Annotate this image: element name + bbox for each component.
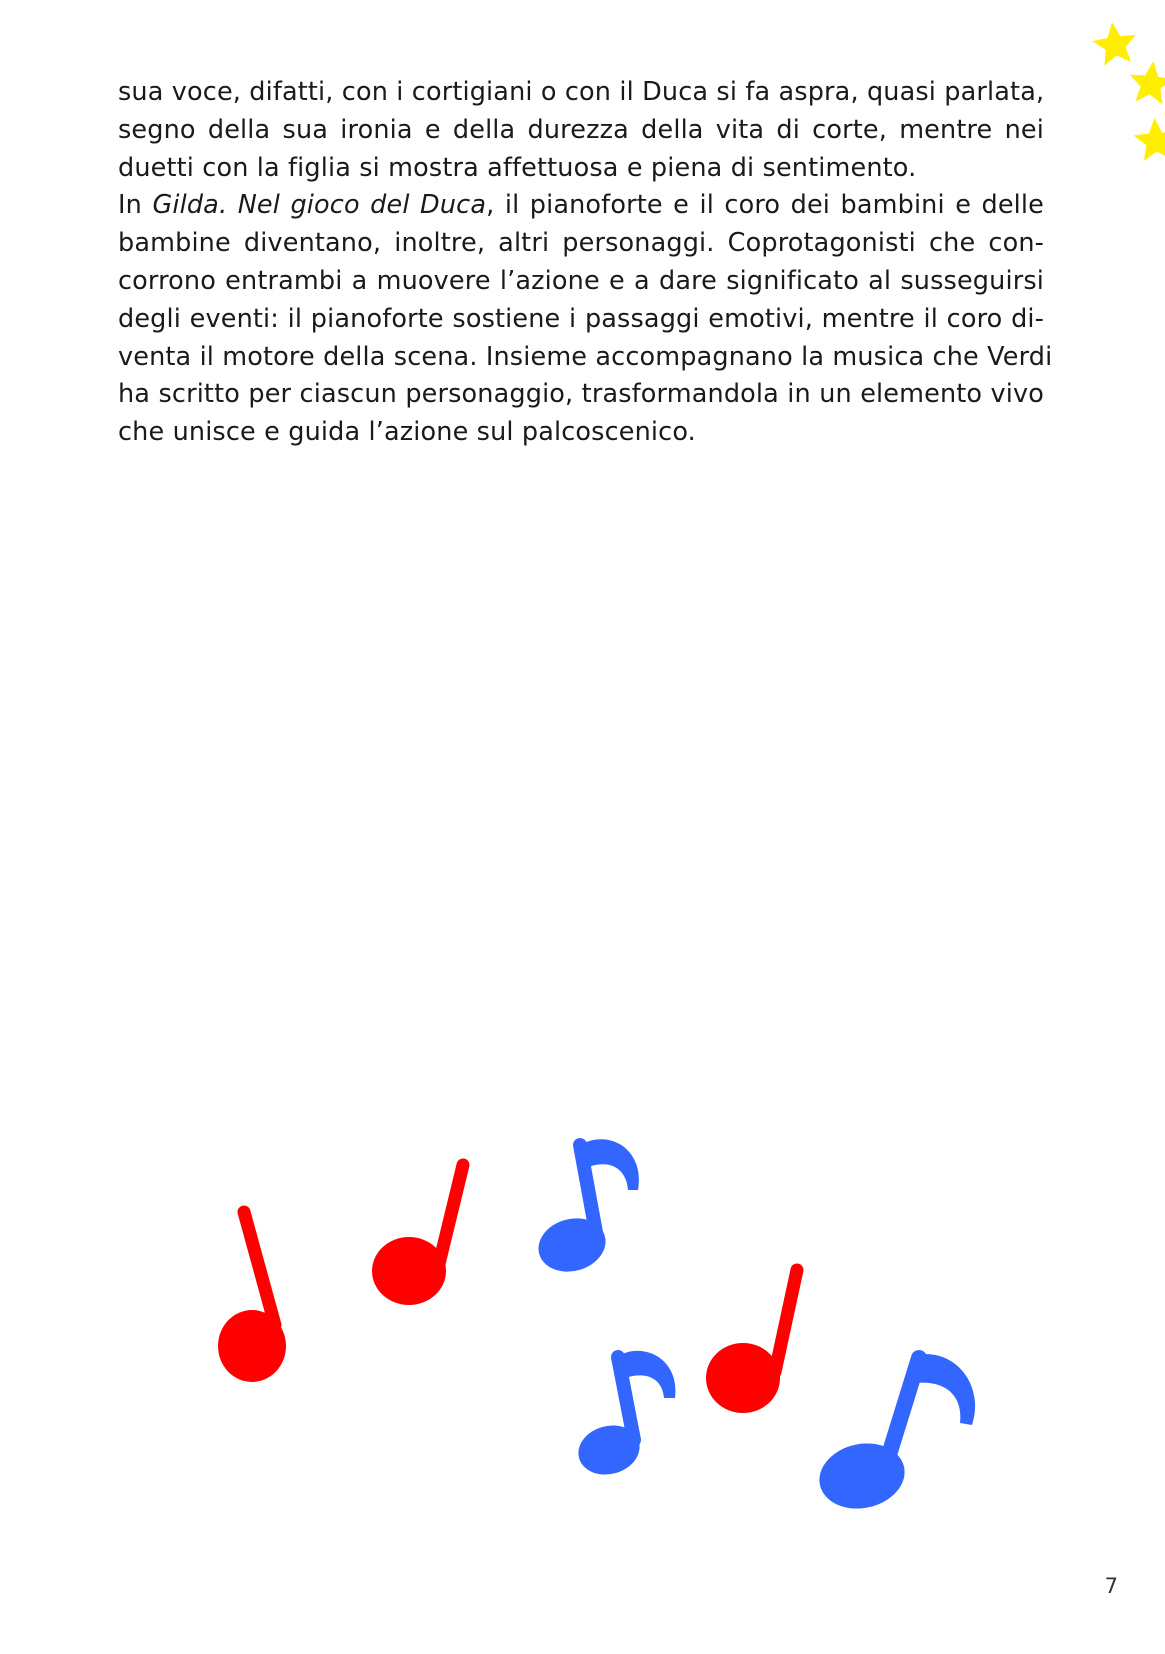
body-line-4 (118, 187, 1044, 225)
body-line-9: ha scritto per ciascun personaggio, trasformandola in un elemento vivo (118, 379, 1044, 410)
body-line-3: duetti con la figlia si mostra affettuosa e piena di sentimento. (118, 152, 917, 183)
body-line-4-rest: , il pianoforte e il coro dei bambini e delle (486, 190, 1044, 221)
blue-eighth-note-icon (813, 1354, 975, 1516)
body-line-2: segno della sua ironia e della durezza della vita di corte, mentre nei (118, 114, 1044, 145)
body-line-7: degli eventi: il pianoforte sostiene i passaggi emotivi, mentre il coro di- (118, 303, 1044, 334)
music-notes-illustration (0, 1100, 1165, 1520)
body-line-4-prefix: In (118, 190, 153, 221)
star-icon (1127, 59, 1165, 105)
star-icon (1133, 117, 1165, 162)
body-text (118, 74, 1053, 452)
page-number: 7 (1104, 1574, 1118, 1598)
stars-decoration (1025, 0, 1165, 180)
red-quarter-note-icon (218, 1212, 286, 1382)
body-line-8: venta il motore della scena. Insieme accompagnano la musica che Verdi (118, 341, 1053, 372)
blue-eighth-note-icon (573, 1351, 676, 1481)
star-icon (1090, 19, 1139, 67)
opera-title: Gilda. Nel gioco del Duca (152, 190, 487, 221)
red-quarter-note-icon (372, 1165, 463, 1305)
body-line-6: corrono entrambi a muovere l’azione e a dare significato al susseguirsi (118, 265, 1044, 296)
blue-eighth-note-icon (532, 1139, 638, 1279)
body-line-5: bambine diventano, inoltre, altri personaggi. Coprotagonisti che con- (118, 228, 1044, 259)
body-line-1: sua voce, difatti, con i cortigiani o con il Duca si fa aspra, quasi parlata, (118, 77, 1045, 107)
body-line-10: che unisce e guida l’azione sul palcoscenico. (118, 417, 696, 448)
red-quarter-note-icon (706, 1270, 797, 1413)
